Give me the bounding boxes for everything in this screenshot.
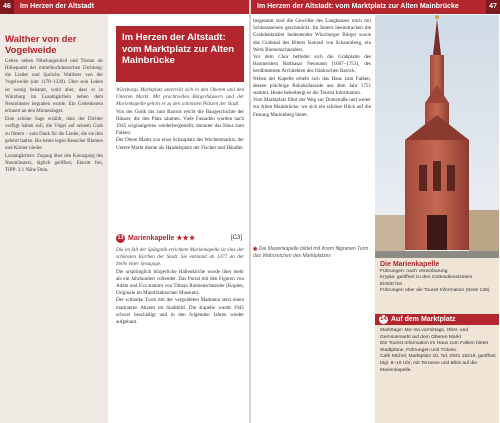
body-paragraph: Die ursprünglich bürgerliche Hallenkirche wurde über mehr als ein Jahrhundert vollendet. Das Portal mit den Figuren von Adam und Eva stammt von Tilman Riemenschneider (Kopien, Originale im Mainfränkischen Museum). xyxy=(116,268,244,297)
running-header xyxy=(251,0,500,14)
marketplace-block xyxy=(380,328,496,374)
sidebar-body xyxy=(5,58,103,176)
intro-text: Würzburgs Marktplatz unterteilt sich in den Oberen und den Unteren Markt. Mit prachtvollen Bürgerhäusern und der Marienkapelle gehört er zu den schönsten Plätzen der Stadt. xyxy=(116,87,244,108)
body-paragraph: Neben der Kapelle erhebt sich das Haus zum Falken, dessen prächtige Rokokofassade aus dem Jahr 1751 stammt. Heute beherbergt es die Tourist Information. xyxy=(253,75,371,97)
poi-intro: Die im Stil der Spätgotik errichtete Marienkapelle ist eine der schönsten Kirchen der Stadt. Sie entstand ab 1377 an der Stelle einer Synagoge. xyxy=(116,247,244,268)
feature-block xyxy=(380,262,496,295)
page-number: 47 xyxy=(486,0,500,14)
sidebar-paragraph: Gelten neben Nibelungenlied und Tristan als Höhepunkt der mittelhochdeutschen Dichtung: die Lieder und Sprüche Walthers von der Vogelweide (um 1170–1230). Über sein Leben ist wenig bekannt, wohl aber, dass er in Würzburg im Lusamgärtlein neben dem Neumünster begraben wurde. Ein Gedenkstein erinnert an den Minnesänger. xyxy=(5,59,103,115)
text-column xyxy=(253,18,371,119)
chapter-title-box xyxy=(116,26,244,82)
feature-heading: Die Marienkapelle xyxy=(380,261,440,268)
sidebar-paragraph: Eine schöne Sage erzählt, dass der Dichter verfügt haben soll, die Vögel auf seinem Grab zu füttern – zum Dank für die Lieder, die sie ihm gelehrt hatten. Bis heute legen Besucher Blumen und Körner nieder. xyxy=(5,117,103,151)
poi-number-badge: 13 xyxy=(117,235,124,241)
church-illustration xyxy=(375,15,499,258)
body-paragraph: Insgesamt sind die Gewölbe des Langhauses reich mit Schlusssteinen geschmückt. Im Innern beeindrucken die Grabdenkmäler bedeutender Würzburger Bürger sowie das Grabmal des Ritters Konrad von Schaumberg, ein Werk Riemenschneiders. xyxy=(253,18,371,53)
info-line: Markttage: Mo–Sa vormittags, Obst- und Gemüsemarkt auf dem Oberen Markt xyxy=(380,328,469,340)
chapter-title: Im Herzen der Altstadt: vom Marktplatz zur Alten Mainbrücke xyxy=(122,32,235,66)
right-page xyxy=(251,0,500,423)
marienkapelle-photo xyxy=(375,15,499,258)
body-paragraph: Vom Marktplatz führt der Weg zur Domstraße und weiter zur Alten Mainbrücke, wo sich ein schöner Blick auf die Festung Marienberg bietet. xyxy=(253,97,371,118)
body-paragraph: Vor dem Chor befindet sich die Grabplatte des Baumeisters Balthasar Neumann (1687–1753), des berühmtesten Architekten des fränkischen Barock. xyxy=(253,54,371,75)
main-column xyxy=(116,87,244,152)
map-grid-reference: [C3] xyxy=(230,235,242,241)
sidebar-box xyxy=(0,14,108,423)
photo-caption xyxy=(253,246,371,259)
info-box xyxy=(375,258,499,423)
feature-line: Krypta: geöffnet zu den Gottesdienstzeiten xyxy=(380,275,473,281)
running-title: Im Herzen der Altstadt: vom Marktplatz zur Alten Mainbrücke xyxy=(257,3,459,10)
body-paragraph: Der schlanke Turm mit der vergoldeten Madonna setzt einen markanten Akzent im Stadtbild. Die Kapelle wurde 1945 schwer beschädigt und in den folgenden Jahren wieder aufgebaut. xyxy=(116,297,244,326)
running-title: Im Herzen der Altstadt xyxy=(20,3,95,10)
feature-line: Eintritt frei xyxy=(380,281,403,287)
poi-name: Marienkapelle xyxy=(128,235,175,242)
star-rating: ★★★ xyxy=(176,235,196,242)
info-line: Die Tourist Information im Haus zum Falken bietet Stadtpläne, Führungen und Tickets. xyxy=(380,341,489,353)
poi-heading-marienkapelle xyxy=(114,233,244,244)
left-page xyxy=(0,0,249,423)
poi-title xyxy=(128,233,195,244)
body-paragraph: Von der Gotik bis zum Barock reicht die Baugeschichte der Häuser, die den Platz säumen. Viele Fassaden wurden nach 1945 originalgetreu wiederhergestellt, darunter das Haus zum Falken. xyxy=(116,108,244,137)
section-bar-title: Auf dem Marktplatz xyxy=(391,316,456,323)
camera-icon: ◉ xyxy=(253,246,258,252)
caption-text: Die Marienkapelle bildet mit ihrem filigranen Turm das Wahrzeichen des Marktplatzes xyxy=(253,246,369,259)
running-header xyxy=(0,0,249,14)
feature-line: Führungen: nach Vereinbarung xyxy=(380,268,448,274)
section-bar xyxy=(375,314,499,325)
poi-column xyxy=(116,247,244,326)
body-paragraph: Der Obere Markt war einst Schauplatz des Wochenmarkts, der Untere Markt diente als Handelsplatz der Fischer und Händler. xyxy=(116,137,244,151)
sidebar-title: Walther von der Vogelweide xyxy=(5,34,77,56)
info-line: Café Michel, Marktplatz 10, Tel. 0931 15219, geöffnet tägl. 8–19 Uhr, mit Terrasse und Blick auf die Marienkapelle. xyxy=(380,354,496,373)
feature-line: Führungen über die Tourist Information (Seite 136) xyxy=(380,288,490,294)
sidebar-paragraph: Lusamgärtlein: Zugang über den Kreuzgang des Neumünsters, täglich geöffnet, Eintritt frei, TIPP: 3.1 Nähe Dom. xyxy=(5,154,103,174)
location-pin-icon: 14 xyxy=(380,316,387,322)
page-number: 46 xyxy=(0,0,14,14)
